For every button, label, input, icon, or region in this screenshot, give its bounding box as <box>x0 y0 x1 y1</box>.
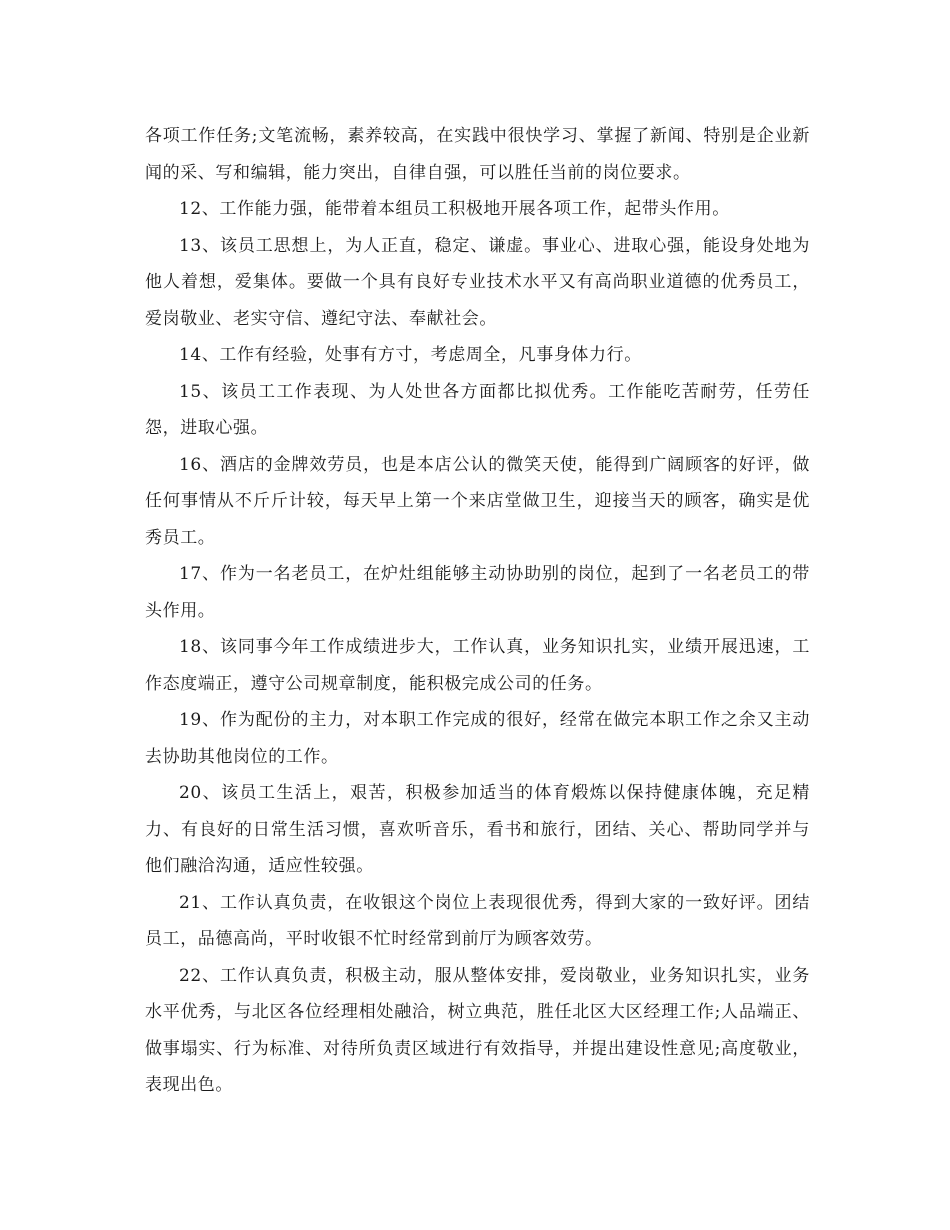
paragraph-item-12: 12、工作能力强，能带着本组员工积极地开展各项工作，起带头作用。 <box>179 199 730 219</box>
paragraph-item-19: 19、作为配份的主力，对本职工作完成的很好，经常在做完本职工作之余又主动去协助其他岗位的工作。 <box>145 710 810 767</box>
paragraph-item-21: 21、工作认真负责，在收银这个岗位上表现很优秀，得到大家的一致好评。团结员工，品德高尚，平时收银不忙时经常到前厅为顾客效劳。 <box>145 892 810 949</box>
paragraph-continuation: 各项工作任务;文笔流畅，素养较高，在实践中很快学习、掌握了新闻、特别是企业新闻的采、写和编辑，能力突出，自律自强，可以胜任当前的岗位要求。 <box>145 126 810 183</box>
paragraph-item-13: 13、该员工思想上，为人正直，稳定、谦虚。事业心、进取心强，能设身处地为他人着想，爱集体。要做一个具有良好专业技术水平又有高尚职业道德的优秀员工，爱岗敬业、老实守信、遵纪守法、奉献社会。 <box>145 235 810 329</box>
paragraph-item-18: 18、该同事今年工作成绩进步大，工作认真，业务知识扎实，业绩开展迅速，工作态度端正，遵守公司规章制度，能积极完成公司的任务。 <box>145 637 810 694</box>
paragraph-item-17: 17、作为一名老员工，在炉灶组能够主动协助别的岗位，起到了一名老员工的带头作用。 <box>145 564 810 621</box>
paragraph-item-16: 16、酒店的金牌效劳员，也是本店公认的微笑天使，能得到广阔顾客的好评，做任何事情从不斤斤计较，每天早上第一个来店堂做卫生，迎接当天的顾客，确实是优秀员工。 <box>145 454 810 548</box>
paragraph-item-20: 20、该员工生活上，艰苦，积极参加适当的体育煅炼以保持健康体魄，充足精力、有良好的日常生活习惯，喜欢听音乐，看书和旅行，团结、关心、帮助同学并与他们融洽沟通，适应性较强。 <box>145 783 810 876</box>
document-body <box>145 118 810 1104</box>
paragraph-item-14: 14、工作有经验，处事有方寸，考虑周全，凡事身体力行。 <box>179 345 642 365</box>
paragraph-item-15: 15、该员工工作表现、为人处世各方面都比拟优秀。工作能吃苦耐劳，任劳任怨，进取心强。 <box>145 381 810 438</box>
paragraph-item-22: 22、工作认真负责，积极主动，服从整体安排，爱岗敬业，业务知识扎实，业务水平优秀，与北区各位经理相处融洽，树立典范，胜任北区大区经理工作;人品端正、做事塌实、行为标准、对待所负责区域进行有效指导，并提出建设性意见;高度敬业，表现出色。 <box>145 965 810 1095</box>
